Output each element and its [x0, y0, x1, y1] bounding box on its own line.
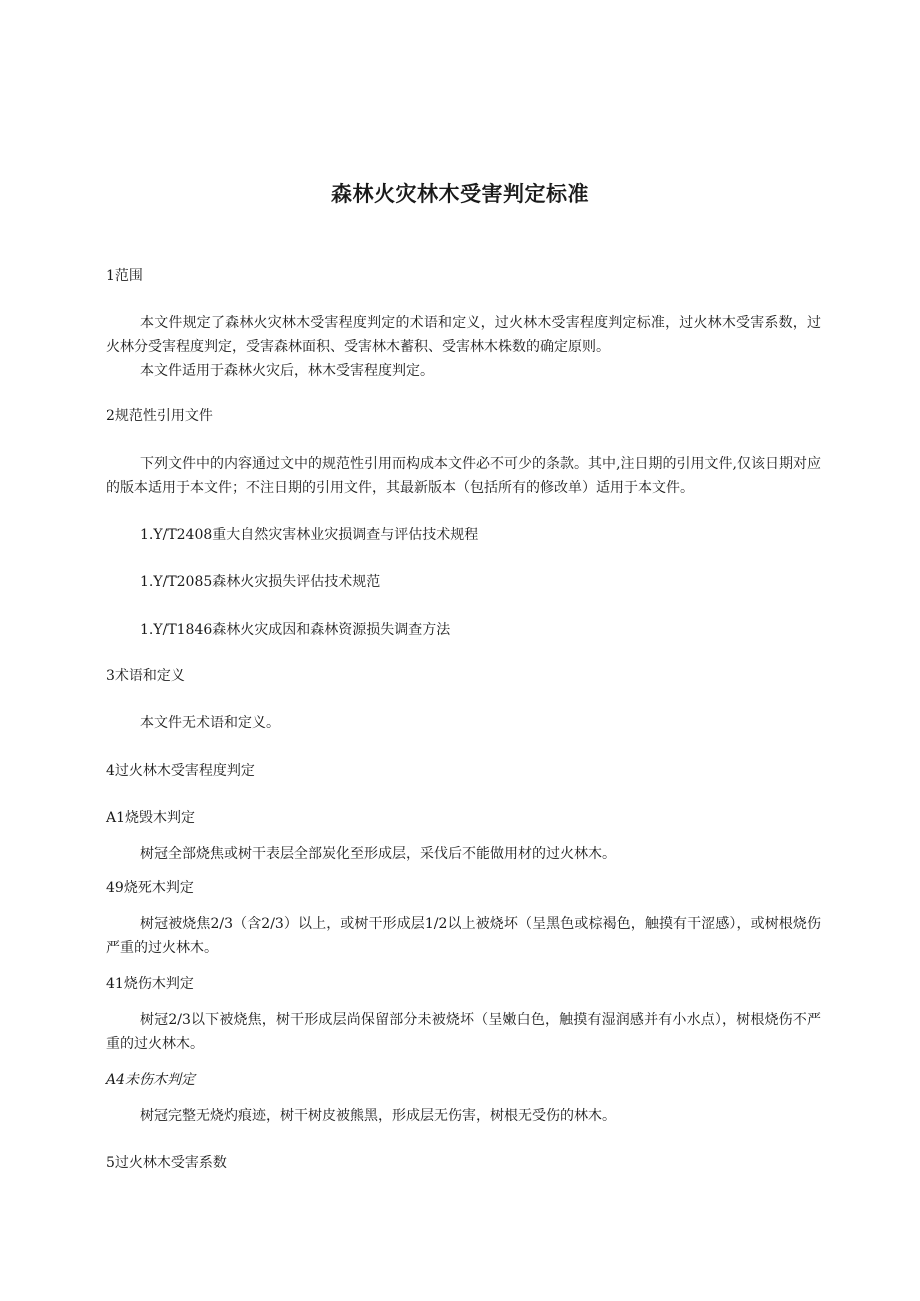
subsection-text: 树冠被烧焦2/3（含2/3）以上，或树干形成层1/2以上被烧坏（呈黑色或棕褐色，触摸有干涩感），或树根烧伤严重的过火林木。 — [106, 916, 821, 956]
section-2-heading: 2规范性引用文件 — [106, 408, 213, 424]
subsection-heading: 49烧死木判定 — [106, 880, 194, 896]
subsection-text: 树冠2/3以下被烧焦，树干形成层尚保留部分未被烧坏（呈嫩白色，触摸有湿润感并有小水点），树根烧伤不严重的过火林木。 — [106, 1012, 821, 1052]
section-1-paragraph-1: 本文件规定了森林火灾林木受害程度判定的术语和定义，过火林木受害程度判定标准，过火林木受害系数，过火林分受害程度判定，受害森林面积、受害林木蓄积、受害林木株数的确定原则。 — [106, 315, 821, 355]
subsection-text: 树冠全部烧焦或树干表层全部炭化至形成层，采伐后不能做用材的过火林木。 — [140, 846, 616, 862]
reference-item: 1.Y/T1846森林火灾成因和森林资源损失调查方法 — [140, 622, 451, 638]
reference-item: 1.Y/T2408重大自然灾害林业灾损调查与评估技术规程 — [140, 527, 479, 543]
subsection-heading: 41烧伤木判定 — [106, 976, 194, 992]
section-5-heading: 5过火林木受害系数 — [106, 1155, 227, 1171]
section-1-heading: 1范围 — [106, 268, 143, 284]
subsection-text: 树冠完整无烧灼痕迹，树干树皮被熊黑，形成层无伤害，树根无受伤的林木。 — [140, 1108, 616, 1124]
section-1-paragraph-2: 本文件适用于森林火灾后，林木受害程度判定。 — [140, 363, 434, 379]
section-3-heading: 3术语和定义 — [106, 668, 185, 684]
section-2-paragraph-1: 下列文件中的内容通过文中的规范性引用而构成本文件必不可少的条款。其中,注日期的引用文件,仅该日期对应的版本适用于本文件；不注日期的引用文件，其最新版本（包括所有的修改单）适用于本文件。 — [106, 456, 821, 496]
section-3-paragraph-1: 本文件无术语和定义。 — [140, 715, 280, 731]
document-title: 森林火灾林木受害判定标准 — [331, 182, 589, 206]
section-4-heading: 4过火林木受害程度判定 — [106, 763, 255, 779]
reference-item: 1.Y/T2085森林火灾损失评估技术规范 — [140, 574, 381, 590]
subsection-heading: A4未伤木判定 — [106, 1072, 196, 1088]
subsection-heading: A1烧毁木判定 — [106, 810, 196, 826]
